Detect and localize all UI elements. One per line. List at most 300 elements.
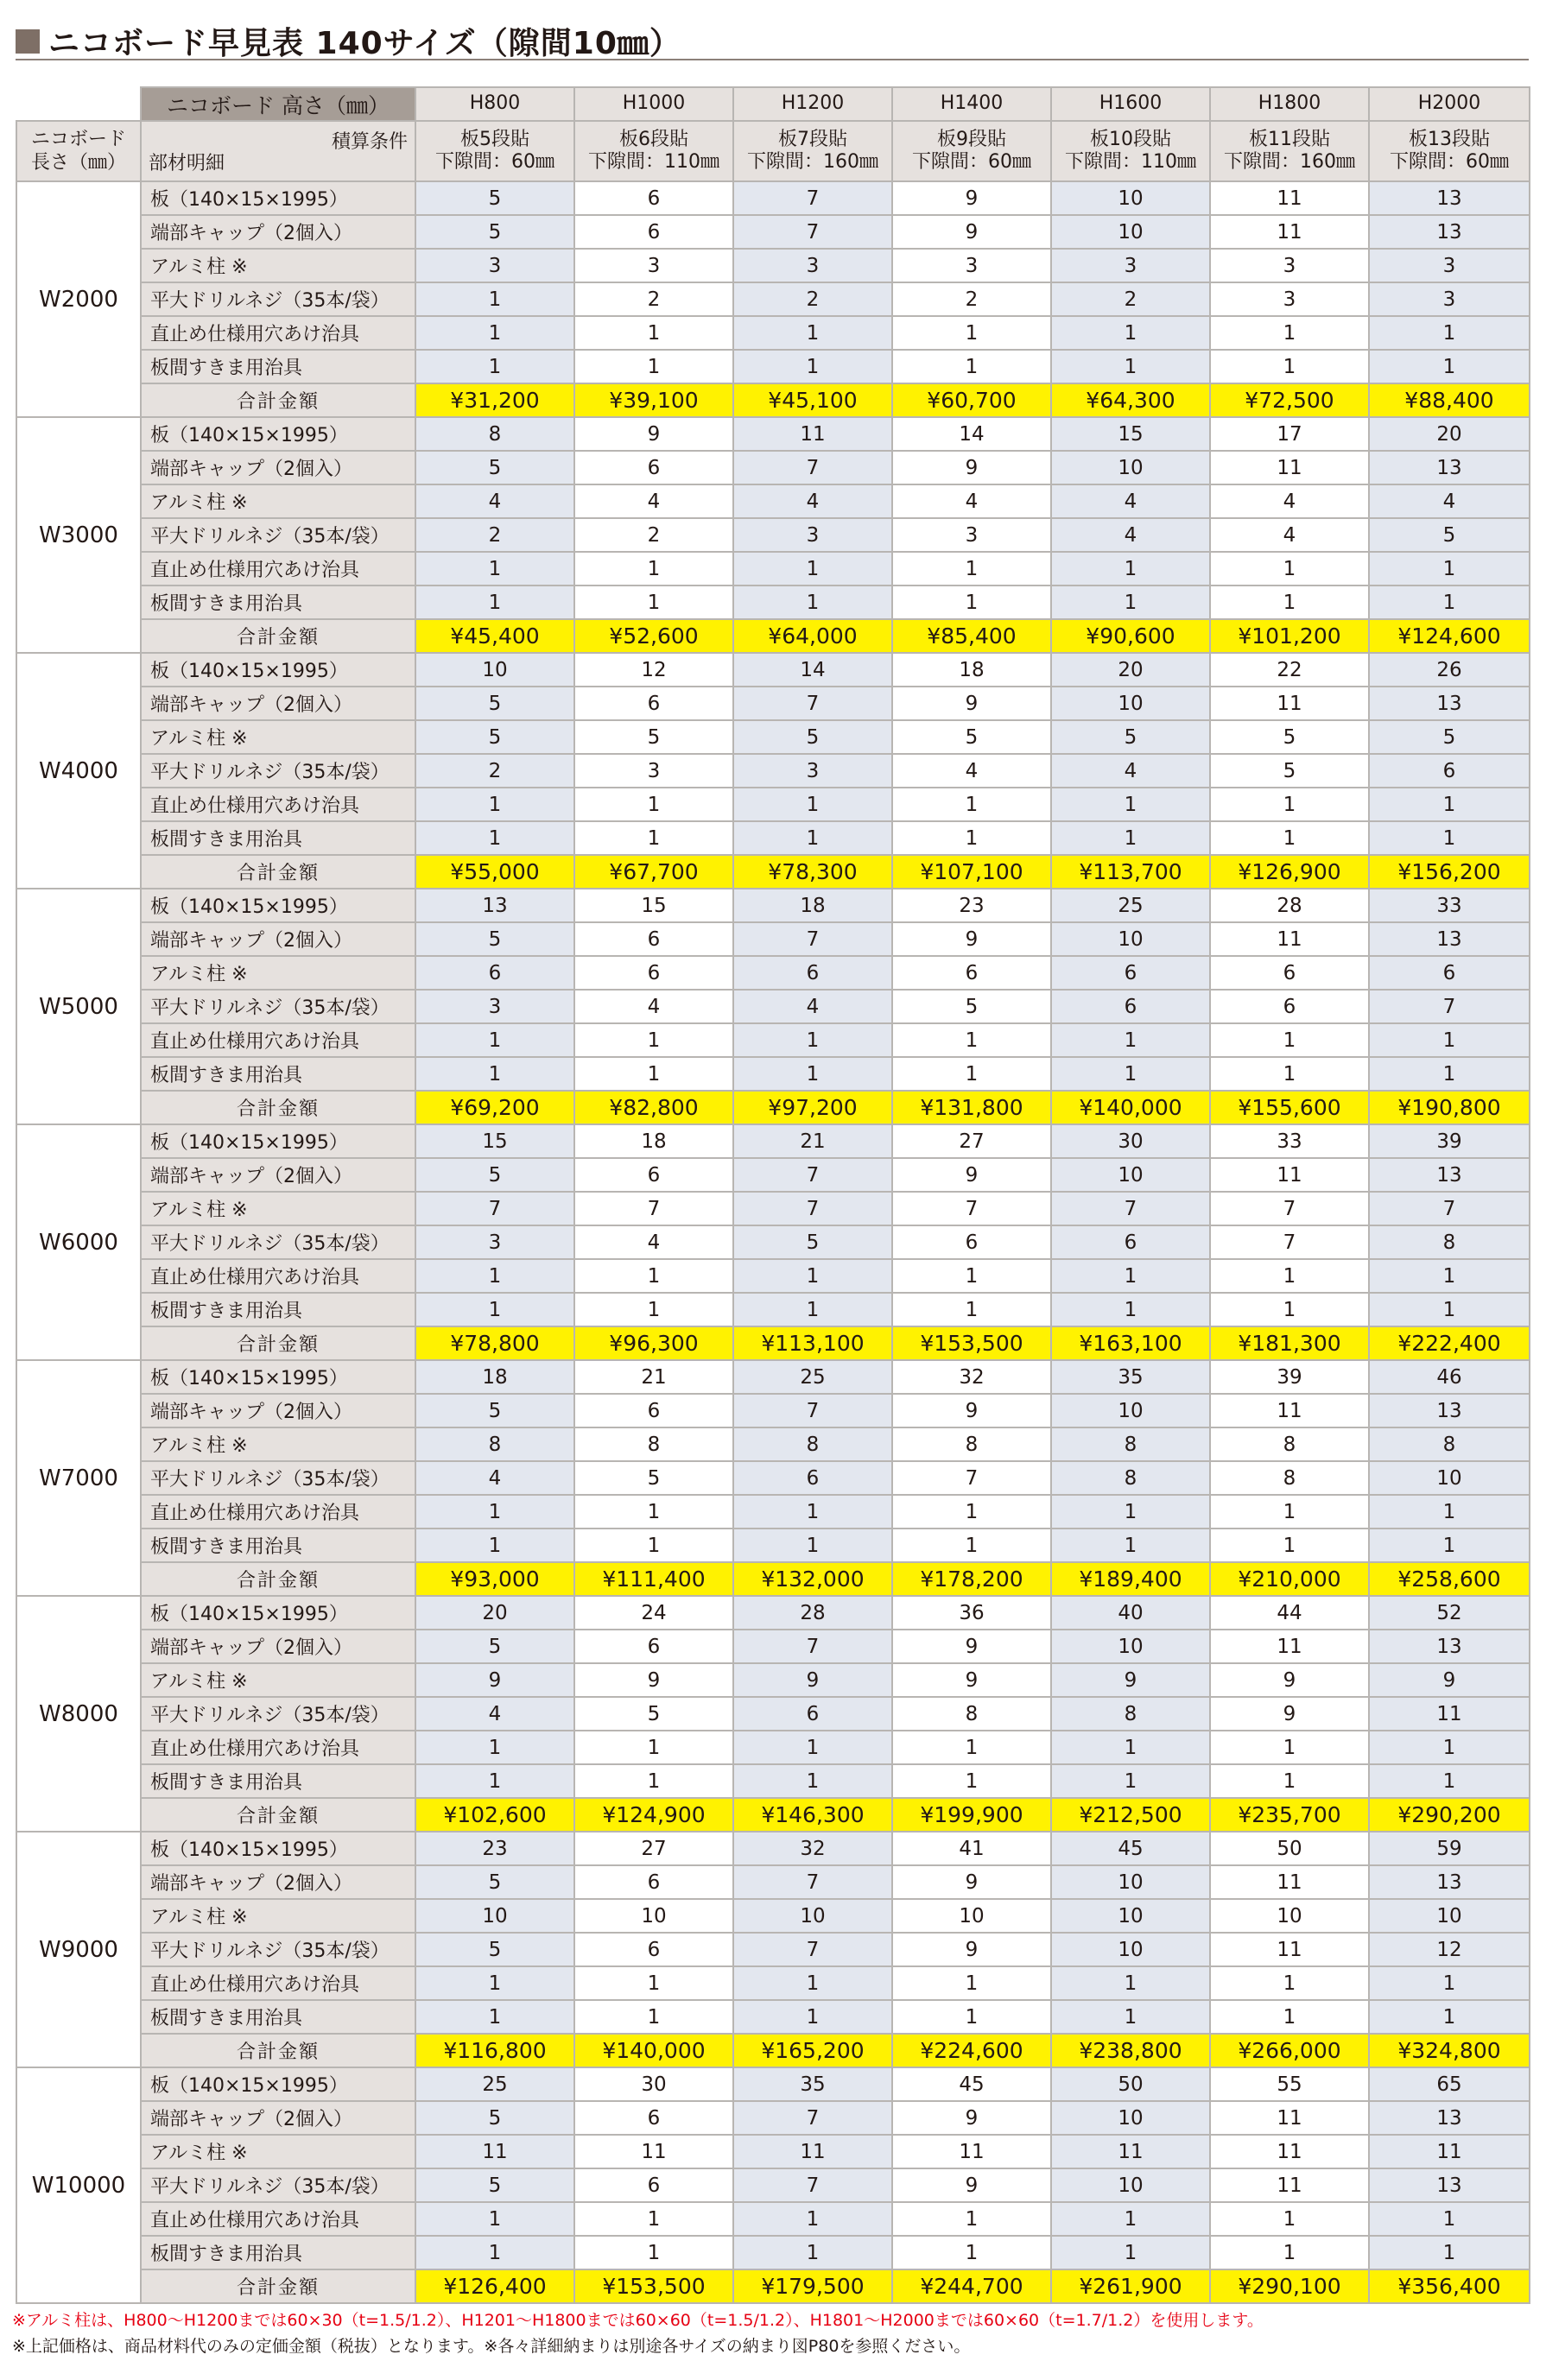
part-name: 板間すきま用治具 [141, 821, 415, 855]
total-price: ¥258,600 [1369, 1562, 1530, 1596]
quantity-cell: 5 [415, 215, 574, 249]
quantity-cell: 1 [1369, 2236, 1530, 2269]
quantity-cell: 9 [892, 1394, 1051, 1427]
part-name: 平大ドリルネジ（35本/袋） [141, 1225, 415, 1259]
quantity-cell: 11 [1369, 1697, 1530, 1731]
quantity-cell: 9 [574, 1663, 733, 1697]
total-price: ¥212,500 [1051, 1798, 1210, 1832]
quantity-cell: 5 [1369, 518, 1530, 552]
total-price: ¥82,800 [574, 1091, 733, 1124]
part-name: 端部キャップ（2個入） [141, 922, 415, 956]
quantity-cell: 1 [892, 1495, 1051, 1529]
quantity-cell: 10 [1051, 1630, 1210, 1663]
quantity-cell: 5 [1210, 720, 1369, 754]
total-price: ¥189,400 [1051, 1562, 1210, 1596]
part-name: 板間すきま用治具 [141, 2000, 415, 2034]
total-price: ¥124,900 [574, 1798, 733, 1832]
quantity-cell: 13 [1369, 2168, 1530, 2202]
quantity-cell: 27 [574, 1832, 733, 1865]
quantity-cell: 1 [733, 1057, 892, 1091]
quantity-cell: 36 [892, 1596, 1051, 1630]
table-row [16, 1259, 1530, 1293]
quantity-cell: 5 [892, 720, 1051, 754]
total-price: ¥78,800 [415, 1326, 574, 1360]
width-label: W2000 [16, 181, 141, 417]
table-row [16, 1360, 1530, 1394]
total-price: ¥113,700 [1051, 855, 1210, 889]
quantity-cell: 5 [1051, 720, 1210, 754]
table-row [16, 552, 1530, 586]
quantity-cell: 1 [1369, 1495, 1530, 1529]
quantity-cell: 7 [733, 451, 892, 484]
quantity-cell: 1 [733, 1023, 892, 1057]
quantity-cell: 1 [1051, 350, 1210, 383]
total-label: 合計金額 [141, 383, 415, 417]
table-row [16, 1124, 1530, 1158]
quantity-cell: 18 [733, 889, 892, 922]
table-row [16, 1057, 1530, 1091]
quantity-cell: 7 [892, 1461, 1051, 1495]
condition-line1: 板9段貼 [937, 128, 1006, 150]
quantity-cell: 1 [892, 1259, 1051, 1293]
quantity-cell: 4 [733, 484, 892, 518]
table-row [16, 282, 1530, 316]
quantity-cell: 7 [733, 1933, 892, 1966]
quantity-cell: 13 [1369, 181, 1530, 215]
quantity-cell: 46 [1369, 1360, 1530, 1394]
quantity-cell: 9 [892, 1865, 1051, 1899]
table-row [16, 249, 1530, 282]
quantity-cell: 5 [415, 1933, 574, 1966]
quantity-cell: 1 [1210, 2000, 1369, 2034]
table-row [16, 821, 1530, 855]
quantity-cell: 6 [733, 1697, 892, 1731]
table-row [16, 1529, 1530, 1562]
quantity-cell: 13 [1369, 2101, 1530, 2135]
quantity-cell: 1 [415, 2202, 574, 2236]
quantity-cell: 1 [733, 2000, 892, 2034]
table-header [16, 87, 1530, 181]
quantity-cell: 1 [1051, 1259, 1210, 1293]
quantity-cell: 1 [892, 1293, 1051, 1326]
table-row [16, 653, 1530, 687]
quantity-cell: 1 [1051, 552, 1210, 586]
total-price: ¥140,000 [574, 2034, 733, 2067]
quantity-cell: 1 [733, 1529, 892, 1562]
part-name: 板（140×15×1995） [141, 1832, 415, 1865]
quantity-cell: 52 [1369, 1596, 1530, 1630]
quantity-cell: 9 [892, 687, 1051, 720]
quantity-cell: 5 [1210, 754, 1369, 788]
quantity-cell: 6 [415, 956, 574, 990]
part-name: 板間すきま用治具 [141, 1764, 415, 1798]
part-name: 直止め仕様用穴あけ治具 [141, 1023, 415, 1057]
part-name: 端部キャップ（2個入） [141, 451, 415, 484]
quantity-cell: 4 [892, 754, 1051, 788]
part-name: 板（140×15×1995） [141, 1360, 415, 1394]
quantity-cell: 26 [1369, 653, 1530, 687]
quantity-cell: 1 [733, 821, 892, 855]
part-name: 板（140×15×1995） [141, 1596, 415, 1630]
quantity-cell: 1 [733, 1495, 892, 1529]
table-row [16, 1596, 1530, 1630]
quantity-cell: 1 [415, 1293, 574, 1326]
quantity-cell: 2 [1051, 282, 1210, 316]
condition-line2: 下隙間：60㎜ [912, 151, 1031, 173]
quantity-cell: 30 [1051, 1124, 1210, 1158]
table-row [16, 1899, 1530, 1933]
quantity-cell: 9 [1210, 1697, 1369, 1731]
quantity-cell: 6 [733, 956, 892, 990]
quantity-cell: 1 [1051, 788, 1210, 821]
total-price: ¥72,500 [1210, 383, 1369, 417]
condition-line2: 下隙間：110㎜ [1065, 151, 1196, 173]
quantity-cell: 9 [892, 2101, 1051, 2135]
quantity-cell: 10 [1051, 2101, 1210, 2135]
condition-line2: 下隙間：60㎜ [435, 151, 554, 173]
part-name: 平大ドリルネジ（35本/袋） [141, 1697, 415, 1731]
quantity-cell: 1 [574, 552, 733, 586]
quantity-cell: 1 [733, 586, 892, 619]
width-label: W3000 [16, 417, 141, 653]
quantity-cell: 3 [574, 249, 733, 282]
quantity-cell: 11 [1210, 2135, 1369, 2168]
condition-cell [574, 121, 733, 181]
quantity-cell: 6 [892, 956, 1051, 990]
quantity-cell: 1 [1369, 1731, 1530, 1764]
table-row [16, 181, 1530, 215]
quantity-cell: 1 [415, 2236, 574, 2269]
quantity-cell: 7 [733, 1192, 892, 1225]
part-name: 平大ドリルネジ（35本/袋） [141, 754, 415, 788]
quantity-cell: 1 [415, 586, 574, 619]
quantity-cell: 1 [733, 350, 892, 383]
quantity-cell: 9 [892, 922, 1051, 956]
table-row [16, 1764, 1530, 1798]
quantity-cell: 1 [1369, 821, 1530, 855]
total-price: ¥88,400 [1369, 383, 1530, 417]
quantity-cell: 30 [574, 2067, 733, 2101]
quantity-cell: 3 [415, 249, 574, 282]
quantity-cell: 1 [1369, 316, 1530, 350]
quantity-cell: 1 [1051, 2236, 1210, 2269]
quantity-cell: 2 [574, 282, 733, 316]
quantity-cell: 1 [1051, 1495, 1210, 1529]
total-price: ¥290,100 [1210, 2269, 1369, 2303]
quantity-cell: 1 [415, 350, 574, 383]
total-row [16, 2034, 1530, 2067]
total-price: ¥107,100 [892, 855, 1051, 889]
quantity-cell: 8 [733, 1427, 892, 1461]
quantity-cell: 21 [733, 1124, 892, 1158]
quantity-cell: 1 [1210, 1529, 1369, 1562]
total-price: ¥52,600 [574, 619, 733, 653]
quantity-cell: 1 [1210, 350, 1369, 383]
part-name: 板間すきま用治具 [141, 2236, 415, 2269]
quantity-cell: 6 [733, 1461, 892, 1495]
quantity-cell: 5 [415, 720, 574, 754]
part-name: 板（140×15×1995） [141, 1124, 415, 1158]
part-name: 板（140×15×1995） [141, 2067, 415, 2101]
quantity-cell: 10 [1051, 1933, 1210, 1966]
part-name: 直止め仕様用穴あけ治具 [141, 1259, 415, 1293]
quantity-cell: 6 [892, 1225, 1051, 1259]
quantity-cell: 1 [1051, 1966, 1210, 2000]
quantity-cell: 3 [1210, 249, 1369, 282]
quantity-cell: 3 [415, 990, 574, 1023]
quantity-cell: 1 [1369, 788, 1530, 821]
quantity-cell: 1 [733, 1731, 892, 1764]
quantity-cell: 6 [1210, 956, 1369, 990]
part-name: 板間すきま用治具 [141, 350, 415, 383]
quantity-cell: 1 [1051, 1529, 1210, 1562]
quantity-cell: 35 [733, 2067, 892, 2101]
part-name: 端部キャップ（2個入） [141, 215, 415, 249]
quantity-cell: 10 [1051, 1394, 1210, 1427]
part-name: アルミ柱 ※ [141, 1192, 415, 1225]
total-price: ¥85,400 [892, 619, 1051, 653]
quantity-cell: 8 [1051, 1427, 1210, 1461]
quantity-cell: 10 [415, 1899, 574, 1933]
quantity-cell: 10 [1051, 181, 1210, 215]
quantity-cell: 1 [1210, 316, 1369, 350]
condition-line1: 板13段貼 [1409, 128, 1490, 150]
part-name: 端部キャップ（2個入） [141, 1158, 415, 1192]
quantity-cell: 3 [1210, 282, 1369, 316]
table-row [16, 1663, 1530, 1697]
quantity-cell: 1 [574, 1529, 733, 1562]
length-label-line1: ニコボード [30, 128, 126, 150]
quantity-cell: 1 [892, 586, 1051, 619]
quantity-cell: 6 [574, 2101, 733, 2135]
quantity-cell: 5 [733, 720, 892, 754]
total-price: ¥165,200 [733, 2034, 892, 2067]
total-price: ¥155,600 [1210, 1091, 1369, 1124]
table-row [16, 518, 1530, 552]
total-row [16, 1326, 1530, 1360]
quantity-cell: 1 [415, 282, 574, 316]
quantity-cell: 45 [892, 2067, 1051, 2101]
footnote-price-info: ※上記価格は、商品材料代のみの定価金額（税抜）となります。※各々詳細納まりは別途各サイズの納まり図P80を参照ください。 [12, 2337, 971, 2356]
quantity-cell: 10 [1051, 451, 1210, 484]
part-name: 端部キャップ（2個入） [141, 1630, 415, 1663]
total-price: ¥210,000 [1210, 1562, 1369, 1596]
quantity-cell: 24 [574, 1596, 733, 1630]
part-name: 端部キャップ（2個入） [141, 1865, 415, 1899]
height-header-label: ニコボード 高さ（㎜） [141, 87, 415, 121]
quantity-cell: 1 [1369, 1057, 1530, 1091]
quantity-cell: 1 [574, 1966, 733, 2000]
quantity-cell: 1 [892, 1966, 1051, 2000]
quantity-cell: 20 [1369, 417, 1530, 451]
quantity-cell: 1 [1369, 552, 1530, 586]
quantity-cell: 6 [1051, 1225, 1210, 1259]
total-price: ¥78,300 [733, 855, 892, 889]
part-name: 板（140×15×1995） [141, 889, 415, 922]
quantity-cell: 9 [892, 1933, 1051, 1966]
quantity-cell: 7 [1369, 990, 1530, 1023]
quantity-cell: 11 [1210, 1630, 1369, 1663]
quantity-cell: 25 [1051, 889, 1210, 922]
quantity-cell: 6 [574, 1630, 733, 1663]
total-label: 合計金額 [141, 2034, 415, 2067]
part-name: アルミ柱 ※ [141, 249, 415, 282]
quantity-cell: 1 [1051, 1731, 1210, 1764]
table-row [16, 788, 1530, 821]
quantity-cell: 1 [415, 788, 574, 821]
part-name: 直止め仕様用穴あけ治具 [141, 1731, 415, 1764]
part-name: 端部キャップ（2個入） [141, 1394, 415, 1427]
quantity-cell: 10 [1051, 1158, 1210, 1192]
quantity-cell: 4 [892, 484, 1051, 518]
quantity-cell: 6 [574, 1865, 733, 1899]
total-price: ¥60,700 [892, 383, 1051, 417]
part-name: 直止め仕様用穴あけ治具 [141, 1966, 415, 2000]
quantity-cell: 1 [1369, 1023, 1530, 1057]
quantity-cell: 1 [1210, 788, 1369, 821]
total-price: ¥266,000 [1210, 2034, 1369, 2067]
square-bullet-icon [16, 29, 40, 54]
quantity-cell: 33 [1369, 889, 1530, 922]
quantity-cell: 5 [1369, 720, 1530, 754]
quantity-cell: 11 [1210, 1865, 1369, 1899]
quantity-cell: 1 [733, 2236, 892, 2269]
total-row [16, 855, 1530, 889]
quantity-cell: 1 [1369, 1764, 1530, 1798]
quantity-cell: 6 [574, 956, 733, 990]
quantity-cell: 14 [892, 417, 1051, 451]
quantity-cell: 7 [733, 1865, 892, 1899]
quantity-cell: 1 [892, 316, 1051, 350]
total-price: ¥290,200 [1369, 1798, 1530, 1832]
quantity-cell: 12 [574, 653, 733, 687]
total-price: ¥90,600 [1051, 619, 1210, 653]
quantity-cell: 1 [1369, 2000, 1530, 2034]
quantity-cell: 1 [1210, 1023, 1369, 1057]
quantity-cell: 10 [733, 1899, 892, 1933]
total-price: ¥31,200 [415, 383, 574, 417]
part-name: 板間すきま用治具 [141, 1057, 415, 1091]
quantity-cell: 1 [574, 316, 733, 350]
quantity-cell: 1 [1210, 821, 1369, 855]
quantity-cell: 6 [574, 1394, 733, 1427]
total-price: ¥153,500 [574, 2269, 733, 2303]
quantity-cell: 3 [1051, 249, 1210, 282]
quantity-cell: 1 [1051, 1764, 1210, 1798]
quantity-cell: 9 [1369, 1663, 1530, 1697]
quantity-cell: 5 [415, 2101, 574, 2135]
quantity-cell: 1 [733, 1259, 892, 1293]
quantity-cell: 6 [1369, 956, 1530, 990]
quantity-cell: 4 [415, 1461, 574, 1495]
quantity-cell: 9 [574, 417, 733, 451]
quantity-cell: 1 [1051, 586, 1210, 619]
header-blank-corner [16, 87, 141, 121]
condition-line1: 板7段貼 [778, 128, 847, 150]
quantity-cell: 4 [1051, 518, 1210, 552]
total-price: ¥244,700 [892, 2269, 1051, 2303]
quantity-cell: 4 [1210, 484, 1369, 518]
quantity-cell: 13 [1369, 1158, 1530, 1192]
quantity-cell: 8 [892, 1427, 1051, 1461]
quantity-cell: 3 [1369, 282, 1530, 316]
quantity-cell: 1 [415, 552, 574, 586]
table-row [16, 1832, 1530, 1865]
condition-line1: 板10段貼 [1090, 128, 1171, 150]
quantity-cell: 11 [1210, 215, 1369, 249]
quantity-cell: 10 [1051, 687, 1210, 720]
quantity-cell: 1 [892, 821, 1051, 855]
part-label: 部材明細 [149, 153, 225, 174]
quantity-cell: 35 [1051, 1360, 1210, 1394]
quantity-cell: 1 [574, 1764, 733, 1798]
quantity-cell: 7 [733, 2168, 892, 2202]
quantity-cell: 1 [1210, 586, 1369, 619]
quantity-cell: 5 [415, 181, 574, 215]
quantity-cell: 1 [415, 1495, 574, 1529]
quantity-cell: 6 [574, 687, 733, 720]
quantity-cell: 1 [1051, 2000, 1210, 2034]
table-body [16, 181, 1530, 2303]
table-row [16, 1461, 1530, 1495]
part-name: 板（140×15×1995） [141, 653, 415, 687]
table-row [16, 687, 1530, 720]
total-price: ¥132,000 [733, 1562, 892, 1596]
quantity-cell: 1 [733, 552, 892, 586]
quantity-cell: 9 [1051, 1663, 1210, 1697]
total-price: ¥64,300 [1051, 383, 1210, 417]
quantity-cell: 1 [892, 1764, 1051, 1798]
width-label: W10000 [16, 2067, 141, 2303]
condition-line1: 板11段貼 [1249, 128, 1330, 150]
part-name: 平大ドリルネジ（35本/袋） [141, 990, 415, 1023]
quantity-cell: 6 [574, 922, 733, 956]
quantity-cell: 3 [574, 754, 733, 788]
quantity-cell: 1 [1369, 350, 1530, 383]
quick-reference-table [16, 86, 1530, 2304]
quantity-cell: 25 [733, 1360, 892, 1394]
table-row [16, 1158, 1530, 1192]
quantity-cell: 7 [733, 1630, 892, 1663]
quantity-cell: 1 [1210, 1966, 1369, 2000]
quantity-cell: 3 [415, 1225, 574, 1259]
quantity-cell: 5 [415, 2168, 574, 2202]
quantity-cell: 44 [1210, 1596, 1369, 1630]
height-header-h1200: H1200 [733, 87, 892, 121]
width-label: W7000 [16, 1360, 141, 1596]
total-price: ¥45,400 [415, 619, 574, 653]
quantity-cell: 11 [1210, 1394, 1369, 1427]
page-title: ニコボード早見表 140サイズ（隙間10㎜） [48, 25, 681, 61]
quantity-cell: 6 [1369, 754, 1530, 788]
quantity-cell: 1 [1051, 1023, 1210, 1057]
total-price: ¥163,100 [1051, 1326, 1210, 1360]
quantity-cell: 15 [415, 1124, 574, 1158]
total-price: ¥111,400 [574, 1562, 733, 1596]
total-row [16, 1562, 1530, 1596]
quantity-cell: 9 [415, 1663, 574, 1697]
part-name: 平大ドリルネジ（35本/袋） [141, 2168, 415, 2202]
quantity-cell: 13 [1369, 922, 1530, 956]
width-label: W4000 [16, 653, 141, 889]
quantity-cell: 10 [892, 1899, 1051, 1933]
table-row [16, 1697, 1530, 1731]
total-price: ¥181,300 [1210, 1326, 1369, 1360]
quantity-cell: 4 [733, 990, 892, 1023]
quantity-cell: 1 [733, 1764, 892, 1798]
total-price: ¥64,000 [733, 619, 892, 653]
quantity-cell: 1 [574, 788, 733, 821]
